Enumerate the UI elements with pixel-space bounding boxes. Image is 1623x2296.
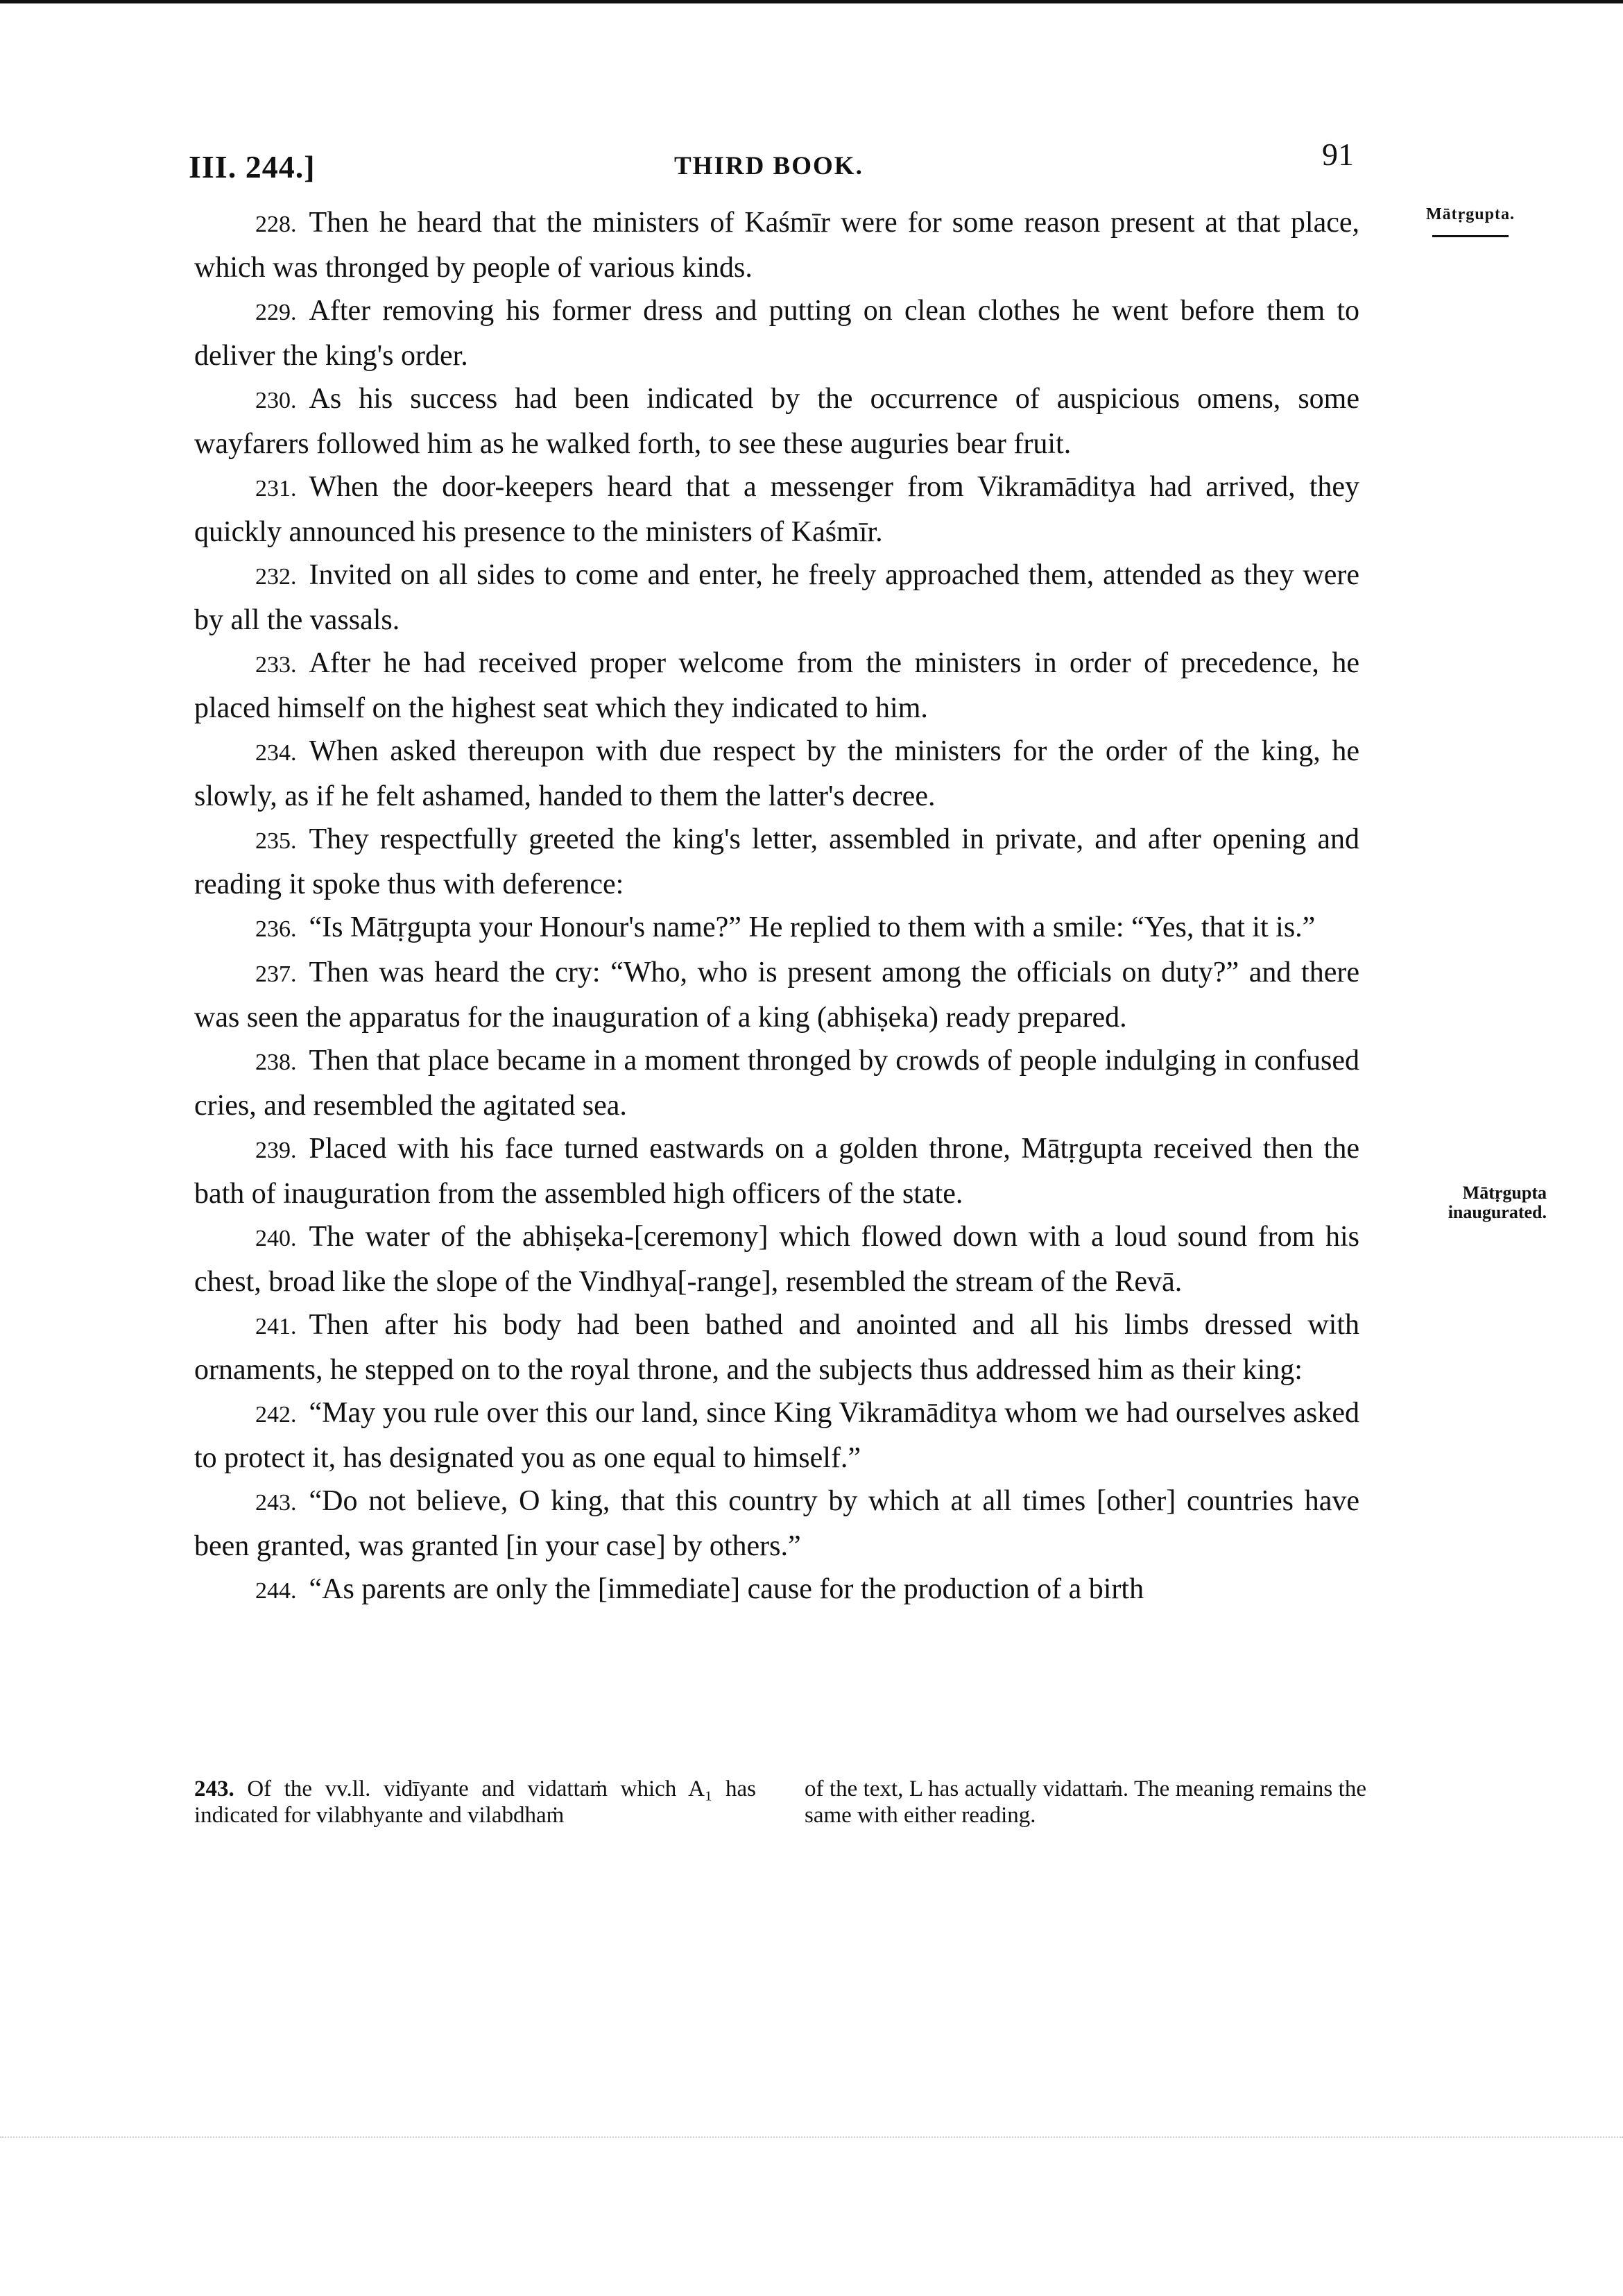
verse: [194, 1039, 1359, 1127]
verse: [194, 1127, 1359, 1215]
margin-note-topic-text: Mātṛgupta.: [1426, 205, 1515, 223]
verse-number: 239.: [255, 1138, 297, 1163]
running-head: [189, 136, 1354, 191]
verse-text: When the door-keepers heard that a messenger from Vikramāditya had arrived, they quickly announced his presence to the ministers of Kaśmīr.: [194, 471, 1359, 548]
verse-text: “Is Mātṛgupta your Honour's name?” He replied to them with a smile: “Yes, that it is.”: [309, 911, 1316, 943]
verse-text: They respectfully greeted the king's letter, assembled in private, and after opening and reading it spoke thus with deference:: [194, 823, 1359, 900]
verse-text: After removing his former dress and putting on clean clothes he went before them to deliver the king's order.: [194, 295, 1359, 372]
verse: [194, 1215, 1359, 1303]
verse-text: Then after his body had been bathed and anointed and all his limbs dressed with ornaments, he stepped on to the royal throne, and the subjects thus addressed him as their king:: [194, 1309, 1359, 1386]
verse-number: 238.: [255, 1050, 297, 1075]
header-section-ref: III. 244.]: [189, 149, 316, 185]
footnote-number: 243.: [194, 1776, 234, 1801]
verse-number: 241.: [255, 1314, 297, 1339]
verse-number: 242.: [255, 1402, 297, 1428]
verse-number: 229.: [255, 300, 297, 325]
top-border-rule: [0, 0, 1623, 3]
verse-number: 233.: [255, 652, 297, 678]
margin-note-topic: [1401, 205, 1540, 237]
verse-number: 235.: [255, 828, 297, 854]
verse: [194, 289, 1359, 377]
verse-text: The water of the abhiṣeka-[ceremony] which flowed down with a loud sound from his chest, broad like the slope of the Vindhya[-range], resembled the stream of the Revā.: [194, 1221, 1359, 1298]
verse-number: 232.: [255, 564, 297, 590]
verse: [194, 377, 1359, 465]
verse-text: Invited on all sides to come and enter, he freely approached them, attended as they were by all the vassals.: [194, 559, 1359, 636]
footnote-column-right: of the text, L has actually vidattaṁ. The meaning remains the same with either reading.: [805, 1776, 1366, 1828]
verse-number: 236.: [255, 916, 297, 942]
verse-number: 234.: [255, 740, 297, 766]
verse-number: 230.: [255, 388, 297, 413]
scan-speckle-line: [0, 2136, 1623, 2139]
verse-text: Placed with his face turned eastwards on a golden throne, Mātṛgupta received then the bath of inauguration from the assembled high officers of the state.: [194, 1133, 1359, 1210]
verse: [194, 554, 1359, 642]
footnote-column-left: [194, 1776, 756, 1828]
verse-number: 244.: [255, 1578, 297, 1604]
verse: [194, 1303, 1359, 1391]
verse: [194, 1480, 1359, 1568]
page-number: 91: [1322, 137, 1354, 172]
verse-number: 228.: [255, 212, 297, 237]
verse-text: After he had received proper welcome from the ministers in order of precedence, he placed himself on the highest seat which they indicated to him.: [194, 647, 1359, 724]
verse: [194, 465, 1359, 554]
verse-text: “As parents are only the [immediate] cause for the production of a birth: [309, 1573, 1144, 1605]
margin-note-inaugurated: Mātṛgupta inaugurated.: [1448, 1183, 1547, 1222]
footnote-text-left: Of the vv.ll. vidīyante and vidattaṁ which A₁ has indicated for vilabhyante and vilabdhaṁ: [194, 1776, 756, 1828]
verse-text: Then that place became in a moment thronged by crowds of people indulging in confused cries, and resembled the agitated sea.: [194, 1045, 1359, 1122]
verse-text: “Do not believe, O king, that this country by which at all times [other] countries have been granted, was granted [in your case] by others.”: [194, 1485, 1359, 1562]
verse: [194, 906, 1359, 951]
verse: [194, 201, 1359, 289]
verse: [194, 951, 1359, 1039]
verse-text: As his success had been indicated by the occurrence of auspicious omens, some wayfarers followed him as he walked forth, to see these auguries bear fruit.: [194, 383, 1359, 460]
verse: [194, 1391, 1359, 1480]
verse: [194, 642, 1359, 730]
verse-text: Then he heard that the ministers of Kaśmīr were for some reason present at that place, which was thronged by people of various kinds.: [194, 207, 1359, 284]
verse-text: “May you rule over this our land, since King Vikramāditya whom we had ourselves asked to protect it, has designated you as one equal to himself.”: [194, 1397, 1359, 1474]
verse: [194, 818, 1359, 906]
verse-number: 240.: [255, 1226, 297, 1251]
header-book-title: THIRD BOOK.: [674, 152, 864, 180]
verse-number: 237.: [255, 961, 297, 987]
margin-note-rule: [1432, 235, 1509, 237]
verse-text-block: [194, 201, 1359, 1613]
verse-text: When asked thereupon with due respect by the ministers for the order of the king, he slowly, as if he felt ashamed, handed to them the latter's decree.: [194, 735, 1359, 812]
verse: [194, 1568, 1359, 1613]
verse-number: 243.: [255, 1490, 297, 1516]
footnotes: [194, 1776, 1366, 1828]
verse-text: Then was heard the cry: “Who, who is present among the officials on duty?” and there was seen the apparatus for the inauguration of a king (abhiṣeka) ready prepared.: [194, 957, 1359, 1034]
verse: [194, 730, 1359, 818]
verse-number: 231.: [255, 476, 297, 502]
